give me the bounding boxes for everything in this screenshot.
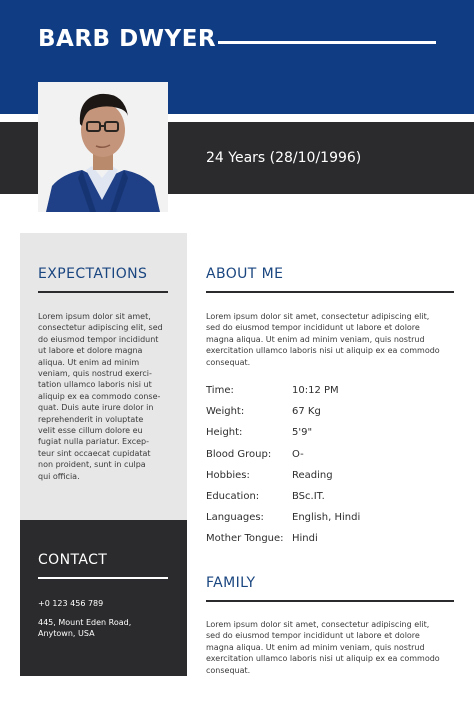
detail-row bbox=[206, 422, 456, 443]
about-text: Lorem ipsum dolor sit amet, consectetur adipiscing elit, sed do eiusmod tempor incididunt ut labore et dolore magna aliqua. Ut enim ad minim veniam, quis nostrud exercitation ullamco laboris nisi ut aliquip ex ea commodo consequat. bbox=[206, 312, 440, 367]
personal-details bbox=[206, 380, 456, 550]
detail-value: Hindi bbox=[292, 533, 318, 545]
contact-address: 445, Mount Eden Road, Anytown, USA bbox=[38, 618, 132, 639]
about-heading: ABOUT ME bbox=[206, 266, 284, 282]
contact-heading: CONTACT bbox=[38, 552, 108, 568]
detail-value: 10:12 PM bbox=[292, 385, 339, 397]
person-name: BARB DWYER bbox=[38, 26, 217, 52]
detail-value: English, Hindi bbox=[292, 512, 361, 524]
age-dob: 24 Years (28/10/1996) bbox=[206, 150, 362, 166]
detail-value: 67 Kg bbox=[292, 406, 321, 418]
detail-value: BSc.IT. bbox=[292, 491, 325, 503]
detail-value: 5'9" bbox=[292, 427, 313, 439]
detail-row bbox=[206, 528, 456, 549]
about-rule bbox=[206, 291, 454, 293]
expectations-text: Lorem ipsum dolor sit amet, consectetur adipiscing elit, sed do eiusmod tempor incididunt ut labore et dolore magna aliqua. Ut enim ad minim veniam, quis nostrud exerci- tation ullamco laboris nisi ut aliquip ex ea commodo conse- quat. Duis aute irure dolor in reprehenderit in voluptate velit esse cillum dolore eu fugiat nulla pariatur. Excep- teur sint occaecat cupidatat non proident, sunt in culpa qui officia. bbox=[38, 312, 163, 481]
detail-label: Education: bbox=[206, 491, 260, 503]
detail-value: Reading bbox=[292, 469, 333, 481]
detail-row bbox=[206, 486, 456, 507]
detail-value: O- bbox=[292, 448, 304, 460]
detail-label: Languages: bbox=[206, 512, 264, 524]
detail-label: Mother Tongue: bbox=[206, 533, 284, 545]
profile-photo bbox=[38, 82, 168, 212]
contact-phone: +0 123 456 789 bbox=[38, 599, 104, 608]
family-text: Lorem ipsum dolor sit amet, consectetur adipiscing elit, sed do eiusmod tempor incididunt ut labore et dolore magna aliqua. Ut enim ad minim veniam, quis nostrud exercitation ullamco laboris nisi ut aliquip ex ea commodo consequat. bbox=[206, 620, 440, 675]
detail-label: Blood Group: bbox=[206, 448, 272, 460]
detail-row bbox=[206, 465, 456, 486]
detail-row bbox=[206, 507, 456, 528]
detail-row bbox=[206, 444, 456, 465]
detail-label: Time: bbox=[206, 385, 234, 397]
detail-row bbox=[206, 401, 456, 422]
contact-rule bbox=[38, 577, 168, 579]
family-rule bbox=[206, 600, 454, 602]
family-heading: FAMILY bbox=[206, 575, 256, 591]
detail-label: Weight: bbox=[206, 406, 245, 418]
detail-label: Height: bbox=[206, 427, 243, 439]
detail-label: Hobbies: bbox=[206, 469, 250, 481]
detail-row bbox=[206, 380, 456, 401]
expectations-rule bbox=[38, 291, 168, 293]
header-rule bbox=[218, 41, 436, 44]
expectations-heading: EXPECTATIONS bbox=[38, 266, 148, 282]
